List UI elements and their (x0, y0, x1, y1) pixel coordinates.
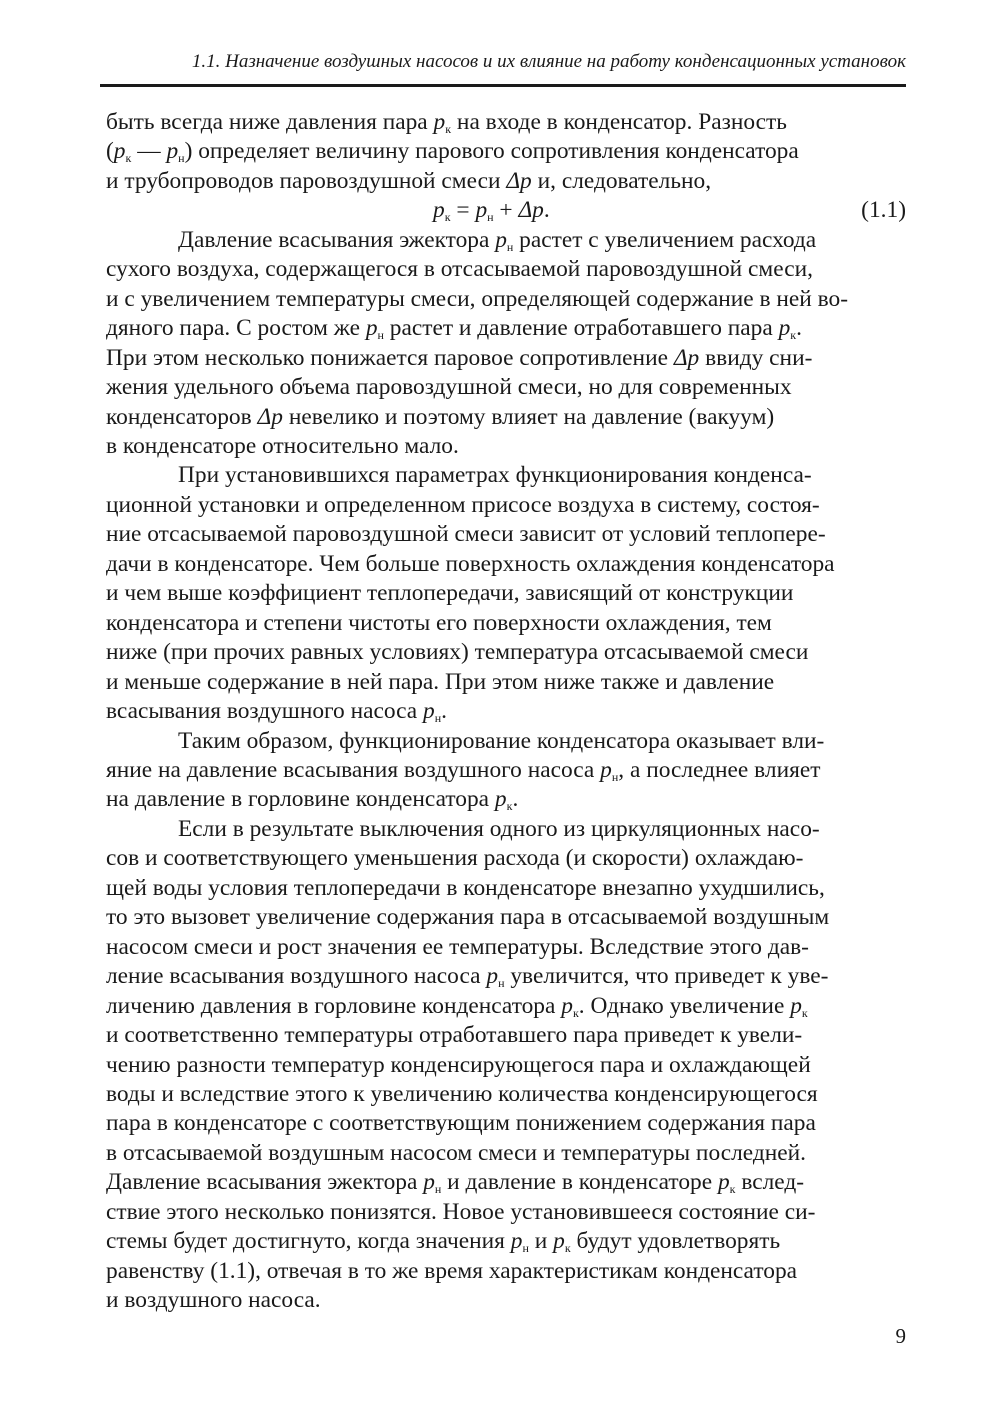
text-line: конденсаторов Δp невелико и поэтому влияет на давление (вакуум) (106, 403, 775, 430)
text-line: быть всегда ниже давления пара $p_к$ на входе в конденсатор. Разность (106, 109, 787, 136)
text-line: всасывания воздушного насоса $p_н$. (106, 698, 448, 726)
text-line: и с увеличением температуры смеси, определяющей содержание в ней во- (106, 285, 849, 312)
text-line: воды и вследствие этого к увеличению количества конденсирующегося (106, 1080, 818, 1107)
text-line: насосом смеси и рост значения ее температуры. Вследствие этого дав- (106, 933, 809, 960)
text-line: ствие этого несколько понизятся. Новое установившееся состояние си- (106, 1198, 816, 1225)
text-line: ционной установки и определенном присосе воздуха в систему, состоя- (106, 491, 820, 518)
text-line: и трубопроводов паровоздушной смеси Δp и, следовательно, (106, 167, 712, 194)
text-line: и чем выше коэффициент теплопередачи, зависящий от конструкции (106, 580, 794, 607)
text-line: ление всасывания воздушного насоса $p_н$ увеличится, что приведет к уве- (106, 963, 829, 991)
text-line: и соответственно температуры отработавшего пара приведет к увели- (106, 1022, 803, 1049)
text-line: конденсатора и степени чистоты его поверхности охлаждения, тем (106, 609, 772, 636)
text-line: пара в конденсаторе с соответствующим понижением содержания пара (106, 1110, 816, 1137)
header-rule (100, 84, 906, 87)
text-line: то это вызовет увеличение содержания пара в отсасываемой воздушным (106, 904, 830, 931)
text-line: сухого воздуха, содержащегося в отсасываемой паровоздушной смеси, (106, 256, 813, 283)
text-line: в отсасываемой воздушным насосом смеси и температуры последней. (106, 1139, 807, 1166)
text-line: Если в результате выключения одного из циркуляционных насо- (178, 815, 820, 842)
text-line: равенству (1.1), отвечая в то же время характеристикам конденсатора (106, 1257, 798, 1284)
equation-formula: $p_к = p_н + \Delta p$. (433, 197, 550, 225)
text-line: При этом несколько понижается паровое сопротивление Δp ввиду сни- (106, 344, 813, 371)
page-number: 9 (895, 1324, 906, 1348)
equation-number: (1.1) (861, 197, 906, 224)
text-line: чению разности температур конденсирующегося пара и охлаждающей (106, 1051, 811, 1078)
text-line: дачи в конденсаторе. Чем больше поверхность охлаждения конденсатора (106, 550, 835, 577)
text-line: стемы будет достигнуто, когда значения $p_н$ и $p_к$ будут удовлетворять (106, 1228, 781, 1256)
text-line: ние отсасываемой паровоздушной смеси зависит от условий теплопере- (106, 521, 826, 548)
text-line: сов и соответствующего уменьшения расхода (и скорости) охлаждаю- (106, 845, 804, 872)
body-text (106, 108, 906, 1316)
text-line: Давление всасывания эжектора $p_н$ и давление в конденсаторе $p_к$ вслед- (106, 1169, 805, 1197)
text-line: яние на давление всасывания воздушного насоса $p_н$, а последнее влияет (106, 756, 821, 784)
text-line: Таким образом, функционирование конденсатора оказывает вли- (178, 727, 825, 754)
text-line: ниже (при прочих равных условиях) температура отсасываемой смеси (106, 639, 809, 666)
text-line: на давление в горловине конденсатора $p_к$. (106, 786, 519, 814)
text-line: в конденсаторе относительно мало. (106, 432, 459, 459)
text-line: ($p_к$ — $p_н$) определяет величину парового сопротивления конденсатора (106, 138, 799, 166)
text-line: щей воды условия теплопередачи в конденсаторе внезапно ухудшились, (106, 874, 825, 901)
text-line: личению давления в горловине конденсатора $p_к$. Однако увеличение $p_к$ (106, 992, 808, 1020)
text-line: При установившихся параметрах функционирования конденса- (178, 462, 812, 489)
running-header: 1.1. Назначение воздушных насосов и их влияние на работу конденсационных установок (191, 51, 906, 72)
text-line: и меньше содержание в ней пара. При этом ниже также и давление (106, 668, 775, 695)
text-line: дяного пара. С ростом же $p_н$ растет и давление отработавшего пара $p_к$. (106, 315, 802, 343)
text-line: и воздушного насоса. (106, 1287, 321, 1314)
text-line: Давление всасывания эжектора $p_н$ растет с увеличением расхода (178, 226, 817, 254)
text-line: жения удельного объема паровоздушной смеси, но для современных (106, 374, 792, 401)
equation-1-1 (106, 196, 906, 225)
